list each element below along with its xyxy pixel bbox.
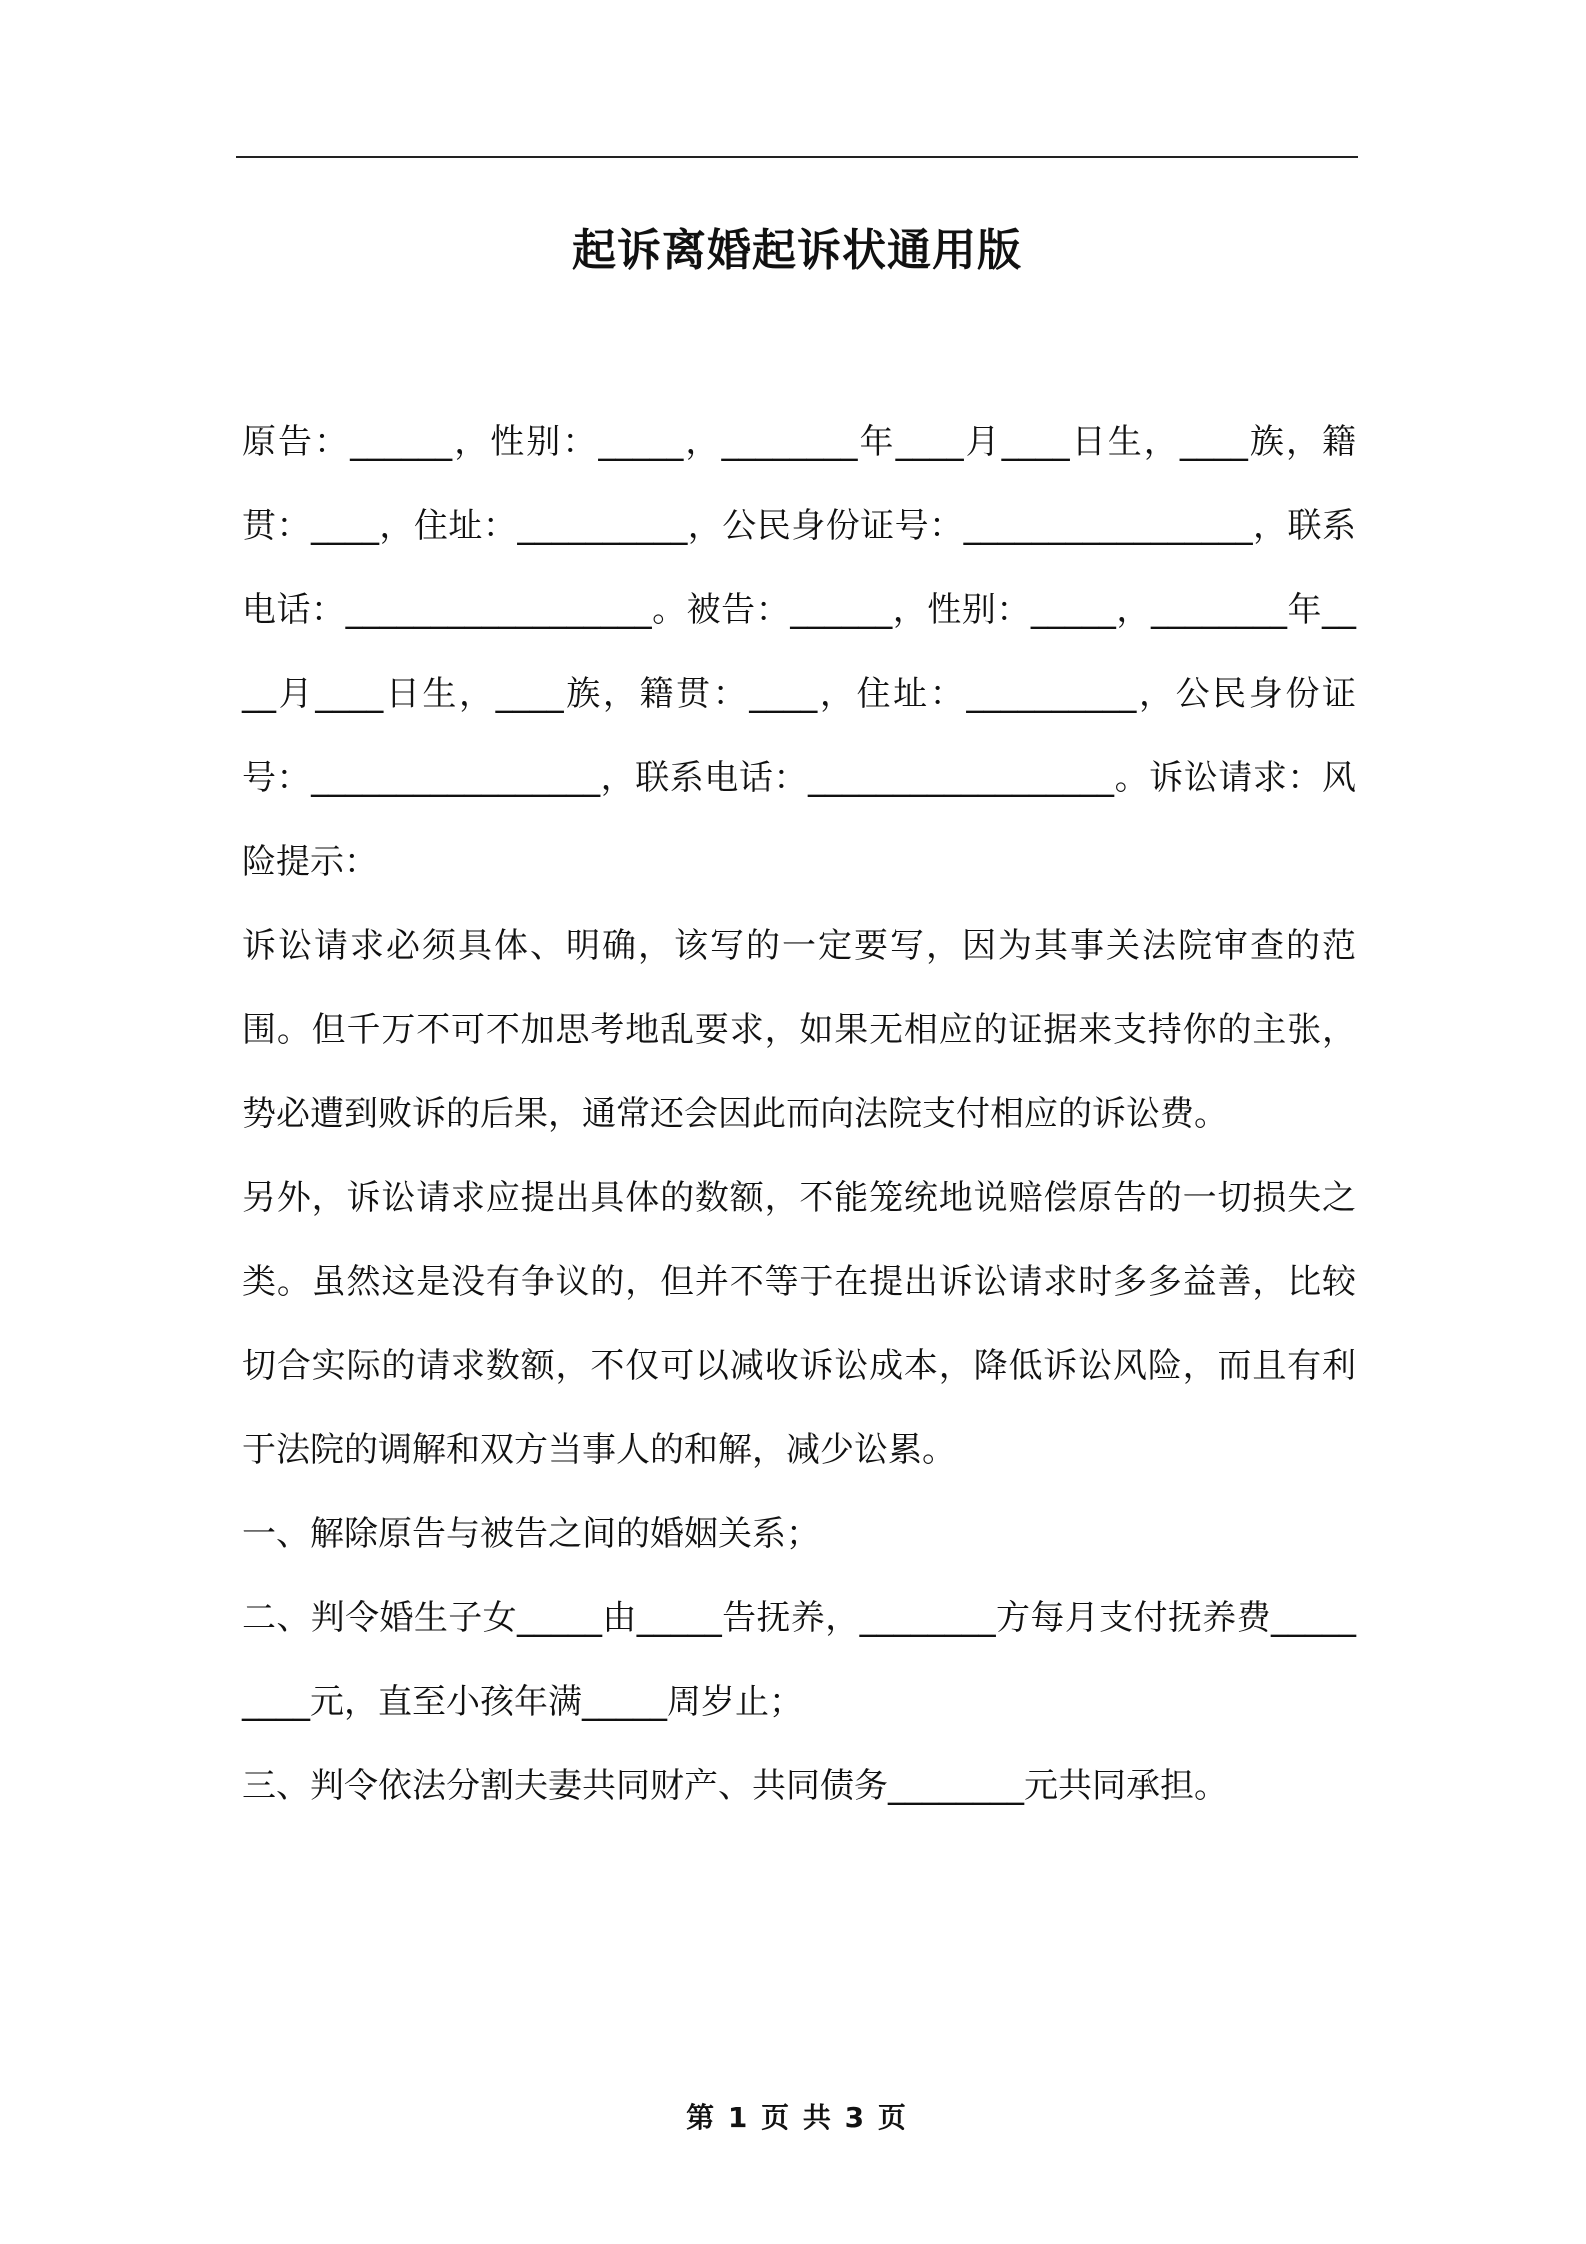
claim-item-1: 一、解除原告与被告之间的婚姻关系； bbox=[242, 1514, 820, 1554]
document-title: 起诉离婚起诉状通用版 bbox=[572, 225, 1022, 276]
header-rule bbox=[236, 156, 1358, 158]
claim-item-3: 三、判令依法分割夫妻共同财产、共同债务________元共同承担。 bbox=[242, 1766, 1228, 1806]
document-body bbox=[242, 400, 1356, 1828]
page-number-footer: 第 1 页 共 3 页 bbox=[686, 2101, 908, 2134]
claim-item-2: 二、判令婚生子女_____由_____告抚养，________方每月支付抚养费_________元，直至小孩年满_____周岁止； bbox=[242, 1598, 1356, 1722]
claim-amount-paragraph: 另外，诉讼请求应提出具体的数额，不能笼统地说赔偿原告的一切损失之类。虽然这是没有争议的，但并不等于在提出诉讼请求时多多益善，比较切合实际的请求数额，不仅可以减收诉讼成本，降低诉讼风险，而且有利于法院的调解和双方当事人的和解，减少讼累。 bbox=[242, 1178, 1356, 1470]
claim-specificity-paragraph: 诉讼请求必须具体、明确，该写的一定要写，因为其事关法院审查的范围。但千万不可不加思考地乱要求，如果无相应的证据来支持你的主张，势必遭到败诉的后果，通常还会因此而向法院支付相应的诉讼费。 bbox=[242, 926, 1356, 1134]
party-info-paragraph: 原告：______，性别：_____，________年____月____日生，____族，籍贯：____，住址：__________，公民身份证号：_________________，联系电话：__________________。被告：______，性别：_____，________年____月____日生，____族，籍贯：____，住址：__________，公民身份证号：_________________，联系电话：__________________。诉讼请求：风险提示： bbox=[242, 422, 1356, 882]
